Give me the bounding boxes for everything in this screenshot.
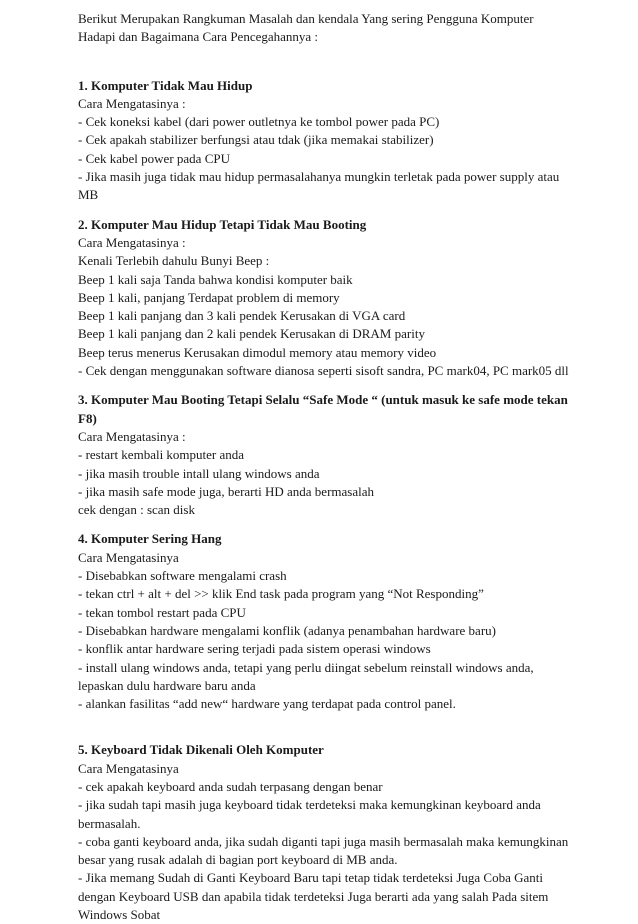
section-title: 4. Komputer Sering Hang <box>78 531 222 547</box>
section-line: - jika sudah tapi masih juga keyboard tidak terdeteksi maka kemungkinan keyboard anda bermasalah. <box>78 797 541 831</box>
section-line: - konflik antar hardware sering terjadi pada sistem operasi windows <box>78 641 431 657</box>
section-line: cek dengan : scan disk <box>78 502 195 518</box>
section-4 <box>78 530 570 713</box>
section-line: - tekan ctrl + alt + del >> klik End task pada program yang “Not Responding” <box>78 586 484 602</box>
section-line: - jika masih trouble intall ulang windows anda <box>78 465 320 481</box>
section-title: 3. Komputer Mau Booting Tetapi Selalu “Safe Mode “ (untuk masuk ke safe mode tekan F8) <box>78 392 568 426</box>
section-line: Cara Mengatasinya : <box>78 428 186 444</box>
spacer <box>78 380 570 391</box>
section-line: - jika masih safe mode juga, berarti HD anda bermasalah <box>78 483 374 499</box>
section-line: - coba ganti keyboard anda, jika sudah diganti tapi juga masih bermasalah maka kemungkinan besar yang rusak adalah di bagian port keyboard di MB anda. <box>78 833 569 868</box>
section-3 <box>78 391 570 519</box>
section-line: - Cek apakah stabilizer berfungsi atau tdak (jika memakai stabilizer) <box>78 132 434 148</box>
section-line: - tekan tombol restart pada CPU <box>78 604 246 620</box>
document-page <box>78 10 570 924</box>
section-line: - cek apakah keyboard anda sudah terpasang dengan benar <box>78 778 383 794</box>
section-line: - Cek dengan menggunakan software dianosa seperti sisoft sandra, PC mark04, PC mark05 dll <box>78 363 569 379</box>
section-line: - Jika masih juga tidak mau hidup permasalahanya mungkin terletak pada power supply atau MB <box>78 169 560 203</box>
spacer <box>78 47 570 77</box>
section-line: Beep 1 kali, panjang Terdapat problem di memory <box>78 289 340 305</box>
section-line: - Jika memang Sudah di Ganti Keyboard Baru tapi tetap tidak terdeteksi Juga Coba Ganti dengan Keyboard USB dan apabila tidak terdeteksi Juga berarti ada yang salah Pada sitem Windows Sobat <box>78 870 549 923</box>
section-line: Beep 1 kali panjang dan 2 kali pendek Kerusakan di DRAM parity <box>78 326 425 342</box>
section-line: Beep 1 kali panjang dan 3 kali pendek Kerusakan di VGA card <box>78 308 406 324</box>
section-line: Beep 1 kali saja Tanda bahwa kondisi komputer baik <box>78 271 353 287</box>
section-2 <box>78 216 570 381</box>
section-line: - restart kembali komputer anda <box>78 447 245 463</box>
section-title: 1. Komputer Tidak Mau Hidup <box>78 77 253 93</box>
section-line: - alankan fasilitas “add new“ hardware yang terdapat pada control panel. <box>78 696 456 712</box>
section-title: 5. Keyboard Tidak Dikenali Oleh Komputer <box>78 742 324 758</box>
section-line: Kenali Terlebih dahulu Bunyi Beep : <box>78 253 270 269</box>
section-line: Cara Mengatasinya : <box>78 234 186 250</box>
section-line: - Cek kabel power pada CPU <box>78 150 230 166</box>
section-line: Beep terus menerus Kerusakan dimodul memory atau memory video <box>78 344 437 360</box>
section-line: - Cek koneksi kabel (dari power outletnya ke tombol power pada PC) <box>78 114 440 130</box>
section-line: Cara Mengatasinya : <box>78 95 186 111</box>
section-line: Cara Mengatasinya <box>78 760 179 776</box>
section-title: 2. Komputer Mau Hidup Tetapi Tidak Mau Booting <box>78 216 367 232</box>
spacer <box>78 519 570 530</box>
section-line: - Disebabkan hardware mengalami konflik (adanya penambahan hardware baru) <box>78 622 496 638</box>
section-5 <box>78 741 570 924</box>
section-line: - Disebabkan software mengalami crash <box>78 568 287 584</box>
intro-paragraph: Berikut Merupakan Rangkuman Masalah dan kendala Yang sering Pengguna Komputer Hadapi dan Bagaimana Cara Pencegahannya : <box>78 11 534 45</box>
section-line: Cara Mengatasinya <box>78 549 179 565</box>
section-line: - install ulang windows anda, tetapi yang perlu diingat sebelum reinstall windows anda, lepaskan dulu hardware baru anda <box>78 659 534 693</box>
spacer <box>78 205 570 216</box>
spacer <box>78 713 570 741</box>
section-1 <box>78 77 570 205</box>
